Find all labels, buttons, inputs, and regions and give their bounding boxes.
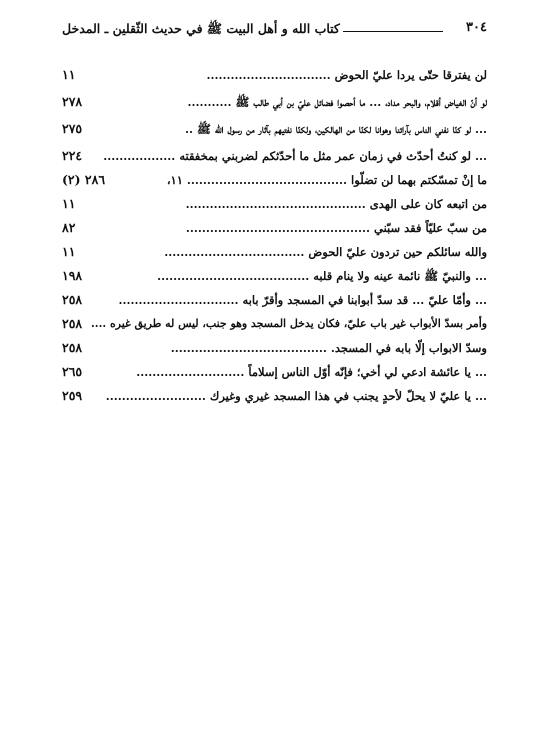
running-title: كتاب الله و أهل البيت ﷺ في حديث الثّقلين ـ المدخل [62,21,340,36]
entry-text: ما إنْ تمسّكتم بهما لن تضلّوا ........................................ ١١، [166,173,487,187]
index-entry [62,219,487,243]
entry-text: ... لو كنّا نفني الناس بآرائنا وهوانا لكنّا من الهالكين، ولكنّا نفتيهم بآثار من رسول الله ﷺ .. [185,122,487,136]
header-rule [343,31,443,32]
entry-pages: ٢٧٨ [62,94,83,109]
index-entry [62,93,487,117]
index-entry [62,147,487,171]
page-number: ٣٠٤ [466,20,487,35]
index-entry [62,120,487,144]
index-entry [62,291,487,315]
entry-text: لو أنّ الغياض أقلام، والبحر مداد، ... ما أحصوا فضائل عليّ بن أبي طالب ﷺ ........... [187,95,487,109]
entry-text: ... يا عائشة ادعي لي أخي؛ فإنّه أوّل الناس إسلاماً ........................... [136,365,487,379]
entry-text: لن يفترقا حتّى يردا عليّ الحوض ............................... [206,68,487,82]
entry-pages: ٨٢ [62,220,76,235]
page-header [62,20,487,42]
index-entry [62,195,487,219]
index-entry [62,267,487,291]
entry-pages: ٢٥٨ [62,292,83,307]
index-entry [62,387,487,411]
index-list [62,66,487,411]
index-entry [62,243,487,267]
index-entry [62,363,487,387]
index-entry [62,315,487,339]
index-entry [62,66,487,90]
entry-text: من اتبعه كان على الهدى ............................................. [185,197,487,211]
entry-text: ... والنبيّ ﷺ نائمة عينه ولا ينام قلبه ...................................... [157,269,487,283]
entry-pages: ١١ [62,196,76,211]
entry-pages: ٢٥٩ [62,388,83,403]
entry-pages: ٢٧٥ [62,121,83,136]
entry-pages: ١١ [62,67,76,82]
entry-pages: ١٩٨ [62,268,83,283]
entry-text: من سبّ عليّاً فقد سبّني .............................................. [185,221,487,235]
entry-text: ... لو كنتُ أحدّث في زمان عمر مثل ما أحدّثكم لضربني بمخفقته .................. [103,149,487,163]
entry-text: ... يا عليّ لا يحلّ لأحدٍ يجنب في هذا المسجد غيري وغيرك ......................... [105,389,487,403]
index-entry [62,171,487,195]
index-entry [62,339,487,363]
entry-pages: ٢٨٦ (٢) [62,172,106,187]
entry-pages: ٢٥٨ [62,316,83,331]
entry-text: وسدّ الابواب إلّا بابه في المسجد. ....................................... [170,341,487,355]
entry-pages: ٢٦٥ [62,364,83,379]
entry-text: ... وأمّا عليّ ... قد سدّ أبوابنا في المسجد وأقرّ بابه .............................. [118,293,487,307]
entry-text: والله سائلكم حين تردون عليّ الحوض ................................... [164,245,487,259]
entry-text: وأمر بسدّ الأبواب غير باب عليّ، فكان يدخل المسجد وهو جنب، ليس له طريق غيره .... [90,317,487,330]
entry-pages: ١١ [62,244,76,259]
entry-pages: ٢٥٨ [62,340,83,355]
entry-pages: ٢٢٤ [62,148,83,163]
